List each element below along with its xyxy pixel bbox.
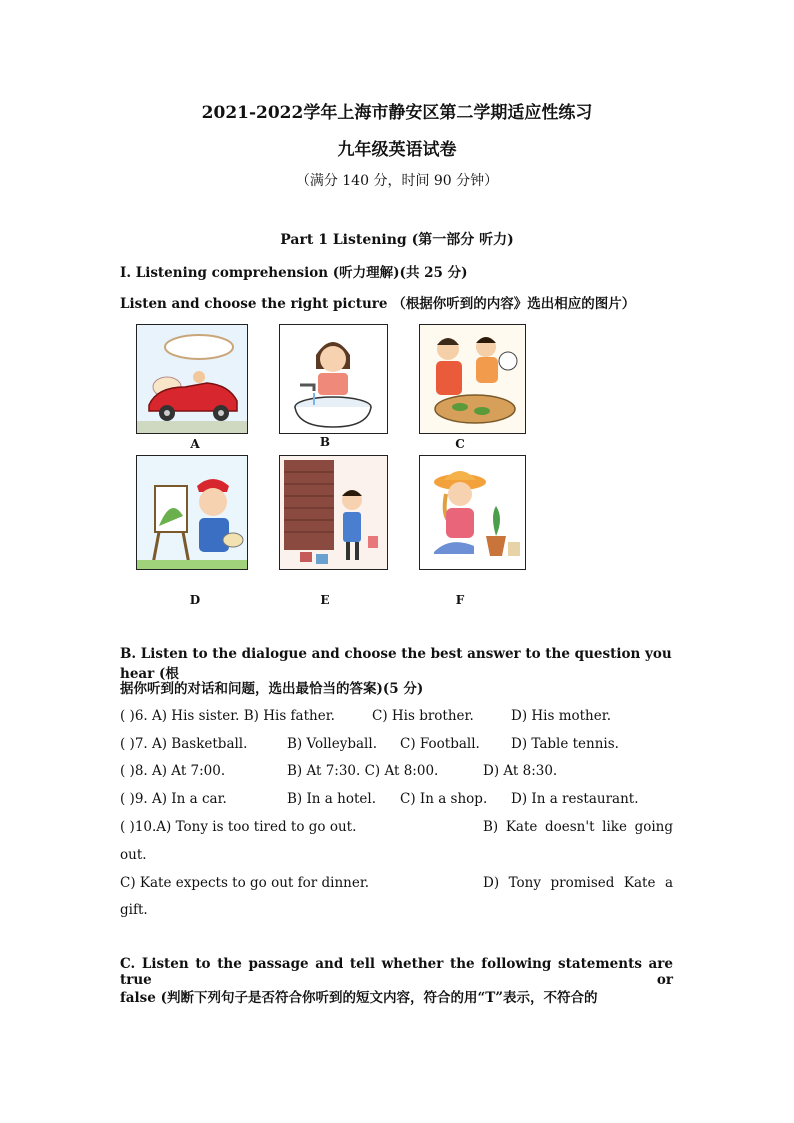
painter-icon [136, 455, 248, 570]
q10-a: ( )10.A) Tony is too tired to go out. [120, 819, 357, 835]
q10-c: C) Kate expects to go out for dinner. [120, 875, 370, 891]
document-title: 2021-2022学年上海市静安区第二学期适应性练习 [201, 103, 593, 123]
section-B-heading-line1: B. Listen to the dialogue and choose the best answer to the question you hear (根 [120, 646, 672, 682]
q6-a-b: ( )6. A) His sister. B) His father. [120, 708, 335, 724]
picture-label-b: B [319, 435, 331, 449]
section-I-heading: I. Listening comprehension (听力理解)(共 25 分) [120, 265, 468, 281]
part1-heading: Part 1 Listening (第一部分 听力) [280, 232, 514, 248]
family-cooking-icon [419, 324, 526, 434]
q9-b: B) In a hotel. [287, 791, 376, 807]
picture-label-e: E [320, 593, 330, 607]
q6-d: D) His mother. [511, 708, 611, 724]
q8-d: D) At 8:30. [483, 763, 558, 779]
q6-c: C) His brother. [372, 708, 474, 724]
document-subtitle: 九年级英语试卷 [337, 140, 457, 160]
picture-label-f: F [455, 593, 465, 607]
section-C-heading-line2: false (判断下列句子是否符合你听到的短文内容，符合的用“T”表示，不符合的 [120, 990, 598, 1006]
section-C-heading-line1: C. Listen to the passage and tell whether the following statements are true or [120, 956, 673, 988]
q9-d: D) In a restaurant. [511, 791, 639, 807]
q10-b: B) Kate doesn't like going [483, 819, 673, 835]
picture-label-a: A [190, 437, 200, 451]
q7-d: D) Table tennis. [511, 736, 619, 752]
washing-hands-icon [279, 324, 388, 434]
q7-c: C) Football. [400, 736, 480, 752]
q10-d-continued: gift. [120, 902, 148, 918]
section-A-heading: Listen and choose the right picture （根据你听到的内容》选出相应的图片） [120, 296, 636, 312]
section-B-heading-line2: 据你听到的对话和问题，选出最恰当的答案)(5 分) [120, 681, 424, 697]
q9-c: C) In a shop. [400, 791, 488, 807]
q9-a: ( )9. A) In a car. [120, 791, 227, 807]
girl-planting-icon [419, 455, 526, 570]
q10-d: D) Tony promised Kate a [483, 875, 673, 891]
boy-by-wall-icon [279, 455, 388, 570]
picture-label-d: D [189, 593, 201, 607]
picture-label-c: C [455, 437, 465, 451]
q7-a: ( )7. A) Basketball. [120, 736, 248, 752]
q8-a: ( )8. A) At 7:00. [120, 763, 226, 779]
car-icon [136, 324, 248, 434]
q7-b: B) Volleyball. [287, 736, 377, 752]
score-info: （满分 140 分，时间 90 分钟） [295, 173, 499, 189]
q8-b-c: B) At 7:30. C) At 8:00. [287, 763, 439, 779]
q10-b-continued: out. [120, 847, 147, 863]
